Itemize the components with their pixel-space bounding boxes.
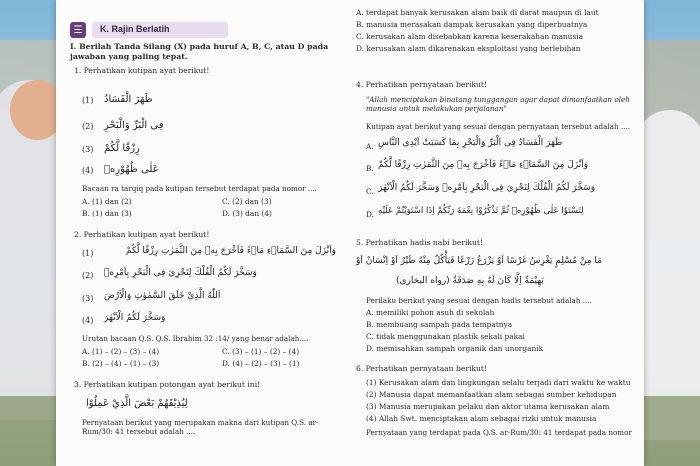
q5-option[interactable]: D. memisahkan sampah organik dan unorganik xyxy=(366,344,544,353)
q6-item: (1) Kerusakan alam dan lingkungan selalu terjadi dari waktu ke waktu xyxy=(366,378,631,387)
q4-question: Kutipan ayat berikut yang sesuai dengan pernyataan tersebut adalah .... xyxy=(366,122,631,131)
q4-option-label[interactable]: D. xyxy=(366,210,375,219)
q2-item-num: (4) xyxy=(82,316,94,325)
q4-option-label[interactable]: C. xyxy=(366,187,374,196)
q2-option[interactable]: A. (1) – (2) – (3) – (4) xyxy=(82,347,160,356)
q3-option[interactable]: B. manusia merasakan dampak kerusakan yang diperbuatnya xyxy=(356,20,588,29)
q2-item-arab: وَسَخَّرَ لَكُمُ الْفُلْكَ لِتَجْرِيَ فِى الْبَحْرِ بِاَمْرِهٖ xyxy=(104,268,257,278)
q5-option[interactable]: A. memiliki pohon asuh di sekolah xyxy=(366,308,495,317)
q3-option[interactable]: C. kerusakan alam disebabkan karena keserakahan manusia xyxy=(356,32,584,41)
q5-question: Perilaku berikut yang sesuai dengan hadis tersebut adalah .... xyxy=(366,296,592,305)
q4-stem: 4. Perhatikan pernyataan berikut! xyxy=(356,80,487,89)
q6-question: Pernyataan yang terdapat pada Q.S. ar-Rum/30: 41 terdapat pada nomor xyxy=(366,428,632,437)
section-title: K. Rajin Berlatih xyxy=(92,22,228,38)
q5-option[interactable]: B. membuang sampah pada tempatnya xyxy=(366,320,513,329)
q1-option[interactable]: A. (1) dan (2) xyxy=(82,197,132,206)
q4-option-arab: وَاَنْزَلَ مِنَ السَّمَاۤءِ مَاۤءً فَاَخْرَجَ بِهٖ مِنَ الثَّمَرٰتِ رِزْقًا لَّكُمْ xyxy=(378,160,589,170)
q1-option[interactable]: C. (2) dan (3) xyxy=(222,197,272,206)
q4-option-label[interactable]: A. xyxy=(366,142,374,151)
q1-item-arab: فِى الْبَرِّ وَالْبَحْرِ xyxy=(104,120,164,131)
q2-item-arab: وَاَنْزَلَ مِنَ السَّمَاۤءِ مَاۤءً فَاَخْرَجَ بِهٖ مِنَ الثَّمَرٰتِ رِزْقًا لَّكُمْ xyxy=(125,246,336,256)
q3-option[interactable]: D. kerusakan alam dikarenakan eksploitasi yang berlebihan xyxy=(356,44,581,53)
q1-item-num: (4) xyxy=(82,166,94,175)
worksheet-page xyxy=(56,0,644,466)
section-heading xyxy=(70,22,228,38)
q5-arab-line2: بَهِيْمَةٌ اِلَّا كَانَ لَهُ بِهِ صَدَقَةٌ (رواه البخارى) xyxy=(396,276,544,286)
q5-arab-line1: مَا مِنْ مُسْلِمٍ يَغْرِسُ غَرْسًا اَوْ يَزْرَعُ زَرْعًا فَيَأْكُلُ مِنْهُ طَيْرٌ اَوْ اِنْسَانٌ اَوْ xyxy=(356,256,602,266)
q6-item: (4) Allah Swt. menciptakan alam sebagai rizki untuk manusia xyxy=(366,414,597,423)
q2-stem: 2. Perhatikan kutipan ayat berikut! xyxy=(74,230,210,239)
q1-item-arab: رِزْقًا لَّكُمْ xyxy=(104,143,140,154)
q2-option[interactable]: C. (3) – (1) – (2) – (4) xyxy=(222,347,300,356)
q1-stem: 1. Perhatikan kutipan ayat berikut! xyxy=(74,66,210,75)
q1-item-arab: عَلٰى ظُهُوْرِهٖ xyxy=(104,164,159,175)
q1-item-num: (2) xyxy=(82,122,94,131)
q4-option-arab: ظَهَرَ الْفَسَادُ فِى الْبَرِّ وَالْبَحْرِ بِمَا كَسَبَتْ اَيْدِى النَّاسِ xyxy=(378,138,563,148)
q2-question: Urutan bacaan Q.S. Q.S. Ibrahim 32 :14/ yang benar adalah.... xyxy=(82,334,309,343)
q2-item-arab: اَللّٰهُ الَّذِيْ خَلَقَ السَّمٰوٰتِ وَالْاَرْضَ xyxy=(104,291,221,301)
q2-item-num: (2) xyxy=(82,271,94,280)
q4-option-arab: وَسَخَّرَ لَكُمُ الْفُلْكَ لِتَجْرِيَ فِى الْبَحْرِ بِاَمْرِهٖ وَسَخَّرَ لَكُمُ الْاَنْهٰرَ xyxy=(378,183,596,193)
q3-option[interactable]: A. terdapat banyak kerusakan alam baik di darat maupun di laut xyxy=(356,8,599,17)
q2-option[interactable]: B. (2) – (4) – (1) – (3) xyxy=(82,359,160,368)
q4-option-arab: لِتَسْتَوٗا عَلٰى ظُهُوْرِهٖ ثُمَّ تَذْكُرُوْا نِعْمَةَ رَبِّكُمْ اِذَا اسْتَوَيْتُمْ عَلَيْهِ xyxy=(378,206,584,216)
q6-item: (2) Manusia dapat memanfaatkan alam sebagai sumber kehidupan xyxy=(366,390,617,399)
instruction: I. Berilah Tanda Silang (X) pada huruf A, B, C, atau D pada jawaban yang paling tepat. xyxy=(70,42,329,62)
q1-option[interactable]: B. (1) dan (3) xyxy=(82,209,132,218)
q1-item-num: (3) xyxy=(82,145,94,154)
q3-question: Pernyataan berikut yang merupakan makna dari kutipan Q.S. ar-Rum/30: 41 tersebut adalah .... xyxy=(82,418,319,437)
q1-item-num: (1) xyxy=(82,96,94,105)
q1-item-arab: ظَهَرَ الْفَسَادُ xyxy=(104,94,153,105)
q2-item-num: (3) xyxy=(82,294,94,303)
q2-option[interactable]: D. (4) – (2) – (3) – (1) xyxy=(222,359,300,368)
q4-option-label[interactable]: B. xyxy=(366,164,374,173)
q1-option[interactable]: D. (3) dan (4) xyxy=(222,209,272,218)
q2-item-num: (1) xyxy=(82,249,94,258)
q4-quote: "Allah menciptakan binatang tunggangan agar dapat dimanfaatkan oleh manusia untuk melakukan perjalanan" xyxy=(366,95,630,114)
q6-stem: 6. Perhatikan pernyataan berikut! xyxy=(356,364,487,373)
list-icon: ☰ xyxy=(70,22,86,38)
q1-question: Bacaan ra tarqiq pada kutipan tersebut terdapat pada nomor .... xyxy=(82,184,317,193)
q2-item-arab: وَسَخَّرَ لَكُمُ الْاَنْهٰرَ xyxy=(104,313,166,323)
q5-option[interactable]: C. tidak menggunakan plastik sekali pakai xyxy=(366,332,525,341)
q3-stem: 3. Perhatikan kutipan potongan ayat berikut ini! xyxy=(74,380,261,389)
q5-stem: 5. Perhatikan hadis nabi berikut! xyxy=(356,238,484,247)
q3-arab: لِيُذِيْقَهُمْ بَعْضَ الَّذِيْ عَمِلُوْا xyxy=(86,398,188,409)
q6-item: (3) Manusia merupakan pelaku dan aktor utama kerusakan alam xyxy=(366,402,610,411)
